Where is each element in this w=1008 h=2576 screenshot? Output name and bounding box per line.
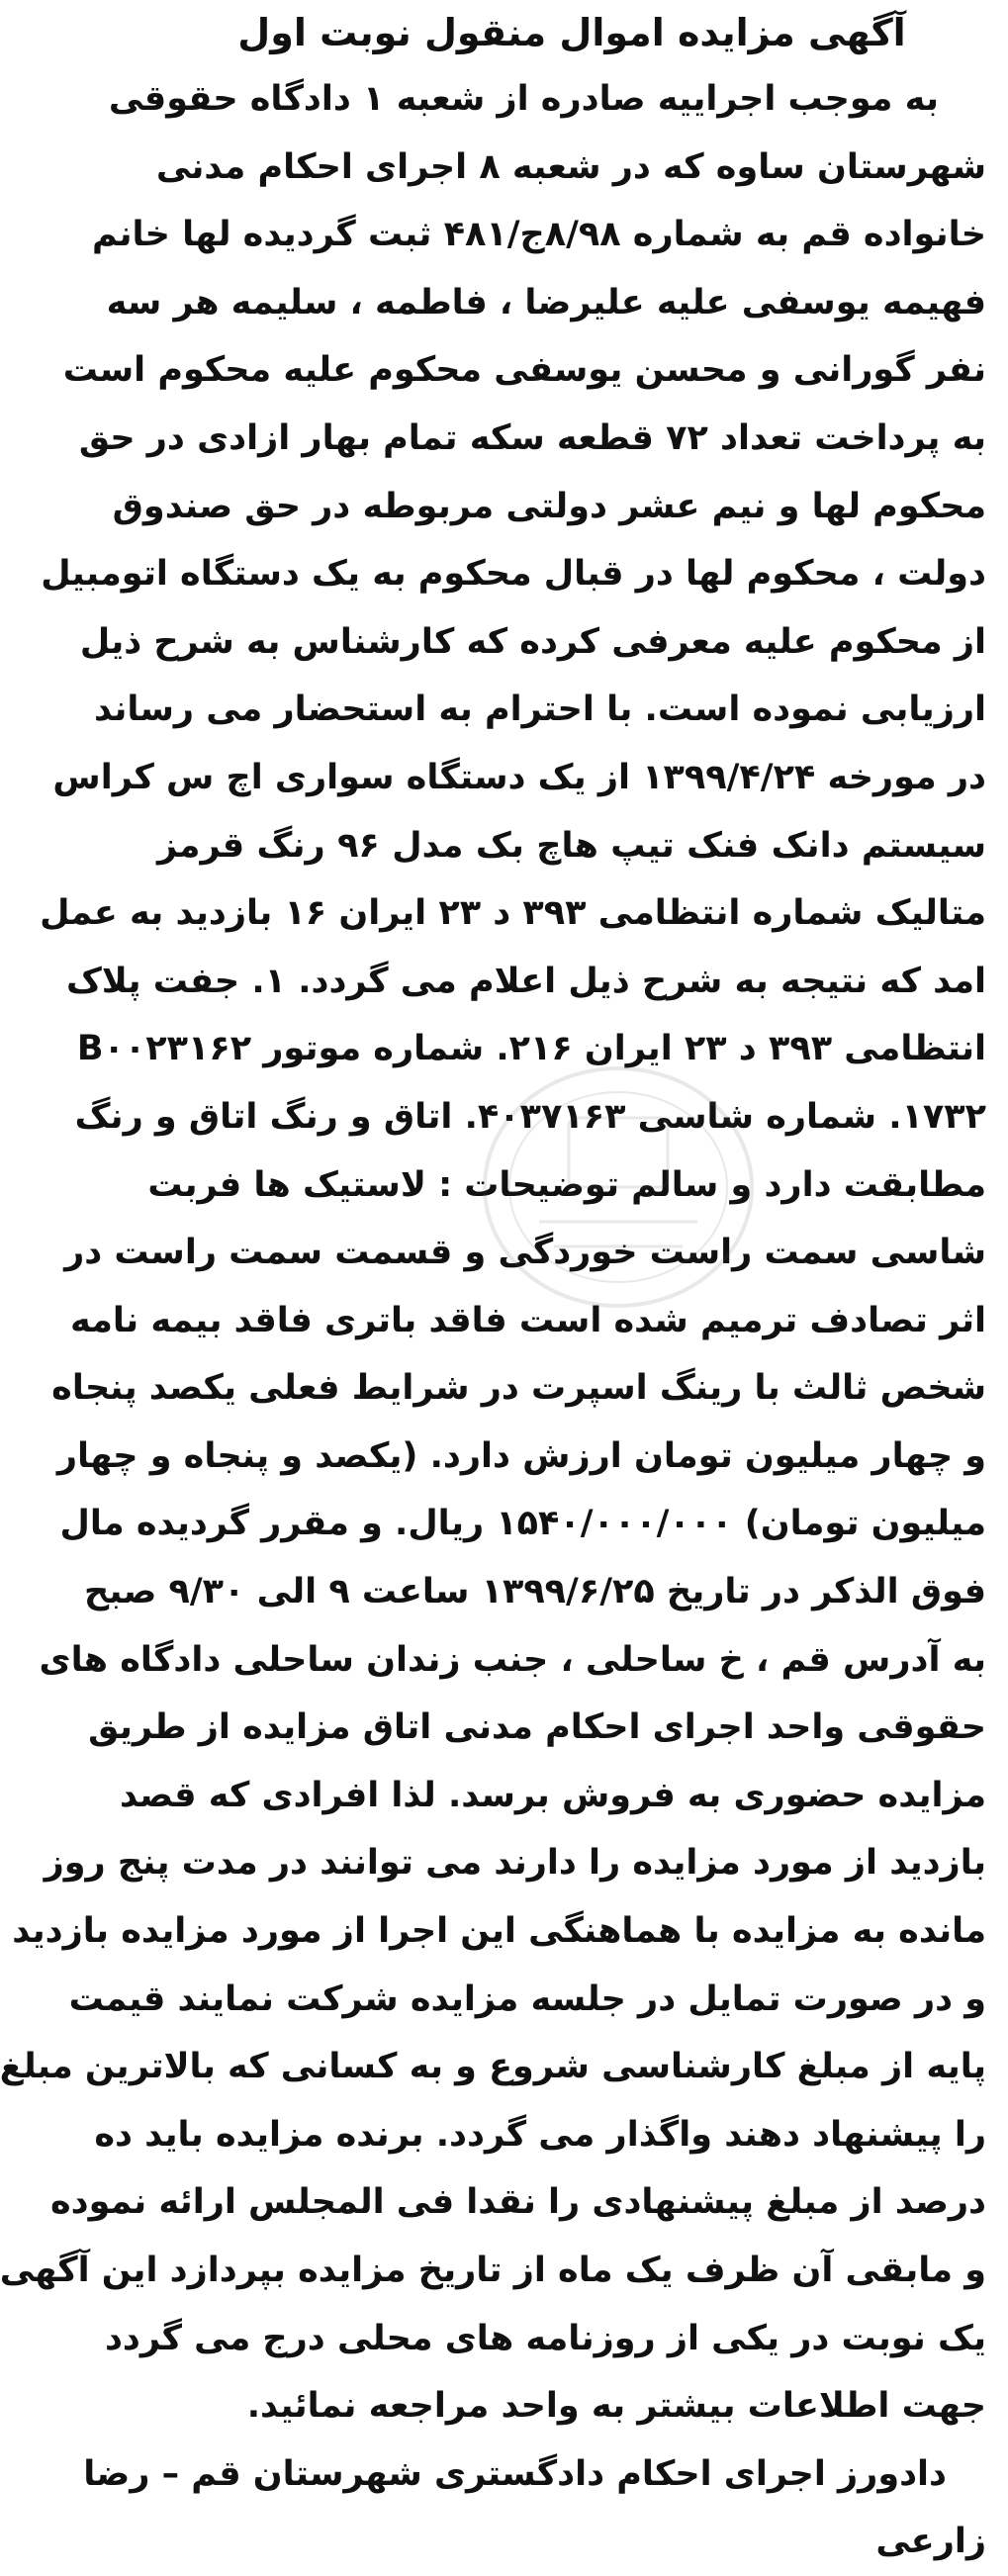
body-line: دولت ، محکوم لها در قبال محکوم به یک دستگاه اتومبیل	[41, 554, 986, 595]
body-line: میلیون تومان) ۱۵۴۰/۰۰۰/۰۰۰ ریال. و مقرر گردیده مال	[59, 1504, 986, 1544]
body-line: خانواده قم به شماره ۸/۹۸ج/۴۸۱ ثبت گردیده لها خانم	[91, 215, 986, 255]
body-line: نفر گورانی و محسن یوسفی محکوم علیه محکوم است	[62, 350, 986, 391]
body-line: و چهار میلیون تومان ارزش دارد. (یکصد و پنجاه و چهار	[56, 1435, 986, 1476]
notice-body	[0, 65, 986, 2440]
body-line: حقوقی واحد اجرای احکام مدنی اتاق مزایده از طریق	[88, 1707, 986, 1748]
body-line: مانده به مزایده با هماهنگی این اجرا از مورد مزایده بازدید	[12, 1911, 986, 1952]
body-line: انتظامی ۳۹۳ د ۲۳ ایران ۲۱۶. شماره موتور B۰۰۲۳۱۶۲	[76, 1029, 986, 1069]
body-line: ۱۷۳۲. شماره شاسی ۴۰۳۷۱۶۳. اتاق و رنگ اتاق و رنگ	[74, 1096, 986, 1137]
body-line: اثر تصادف ترمیم شده است فاقد باتری فاقد بیمه نامه	[69, 1300, 986, 1340]
body-line: مزایده حضوری به فروش برسد. لذا افرادی که قصد	[119, 1775, 986, 1815]
body-line: شهرستان ساوه که در شعبه ۸ اجرای احکام مدنی	[155, 146, 986, 187]
signature-block	[83, 2440, 986, 2576]
notice-title: آگهی مزایده اموال منقول نوبت اول	[237, 11, 906, 54]
body-line: متالیک شماره انتظامی ۳۹۳ د ۲۳ ایران ۱۶ بازدید به عمل	[40, 893, 986, 934]
body-line: از محکوم علیه معرفی کرده که کارشناس به شرح ذیل	[79, 621, 986, 662]
body-line: به پرداخت تعداد ۷۲ قطعه سکه تمام بهار ازادی در حق	[78, 417, 986, 458]
body-line: فهیمه یوسفی علیه علیرضا ، فاطمه ، سلیمه هر سه	[106, 282, 986, 322]
body-line: سیستم دانک فنک تیپ هاچ بک مدل ۹۶ رنگ قرمز	[157, 825, 986, 866]
body-line: جهت اطلاعات بیشتر به واحد مراجعه نمائید.	[246, 2386, 986, 2427]
body-line: را پیشنهاد دهند واگذار می گردد. برنده مزایده باید ده	[94, 2114, 986, 2155]
signature-line: دادورز اجرای احکام دادگستری شهرستان قم – رضا	[83, 2453, 947, 2494]
body-line: محکوم لها و نیم عشر دولتی مربوطه در حق صندوق	[112, 486, 986, 526]
body-line: ارزیابی نموده است. با احترام به استحضار می رساند	[94, 690, 986, 730]
body-line: شخص ثالث با رینگ اسپرت در شرایط فعلی یکصد پنجاه	[51, 1368, 986, 1409]
body-line: و مابقی آن ظرف یک ماه از تاریخ مزایده بپردازد این آگهی	[0, 2251, 986, 2290]
body-line: یک نوبت در یکی از روزنامه های محلی درج می گردد	[104, 2318, 986, 2358]
body-line: و در صورت تمایل در جلسه مزایده شرکت نمایند قیمت	[68, 1978, 986, 2019]
signature-line: زارعی	[875, 2522, 986, 2562]
body-line: در مورخه ۱۳۹۹/۴/۲۴ از یک دستگاه سواری اچ س کراس	[52, 757, 986, 797]
body-line: بازدید از مورد مزایده را دارند می توانند در مدت پنج روز	[44, 1843, 986, 1884]
body-line: به موجب اجراییه صادره از شعبه ۱ دادگاه حقوقی	[108, 79, 939, 119]
body-line: شاسی سمت راست خوردگی و قسمت سمت راست در	[64, 1233, 986, 1273]
body-line: امد که نتیجه به شرح ذیل اعلام می گردد. ۱. جفت پلاک	[65, 961, 986, 1001]
body-line: فوق الذکر در تاریخ ۱۳۹۹/۶/۲۵ ساعت ۹ الی ۹/۳۰ صبح	[84, 1572, 986, 1612]
body-line: به آدرس قم ، خ ساحلی ، جنب زندان ساحلی دادگاه های	[39, 1639, 986, 1680]
body-line: پایه از مبلغ کارشناسی شروع و به کسانی که بالاترین مبلغ	[0, 2047, 986, 2087]
body-line: مطابقت دارد و سالم توضیحات : لاستیک ها فربت	[147, 1164, 986, 1205]
body-line: درصد از مبلغ پیشنهادی را نقدا فی المجلس ارائه نموده	[49, 2182, 986, 2223]
